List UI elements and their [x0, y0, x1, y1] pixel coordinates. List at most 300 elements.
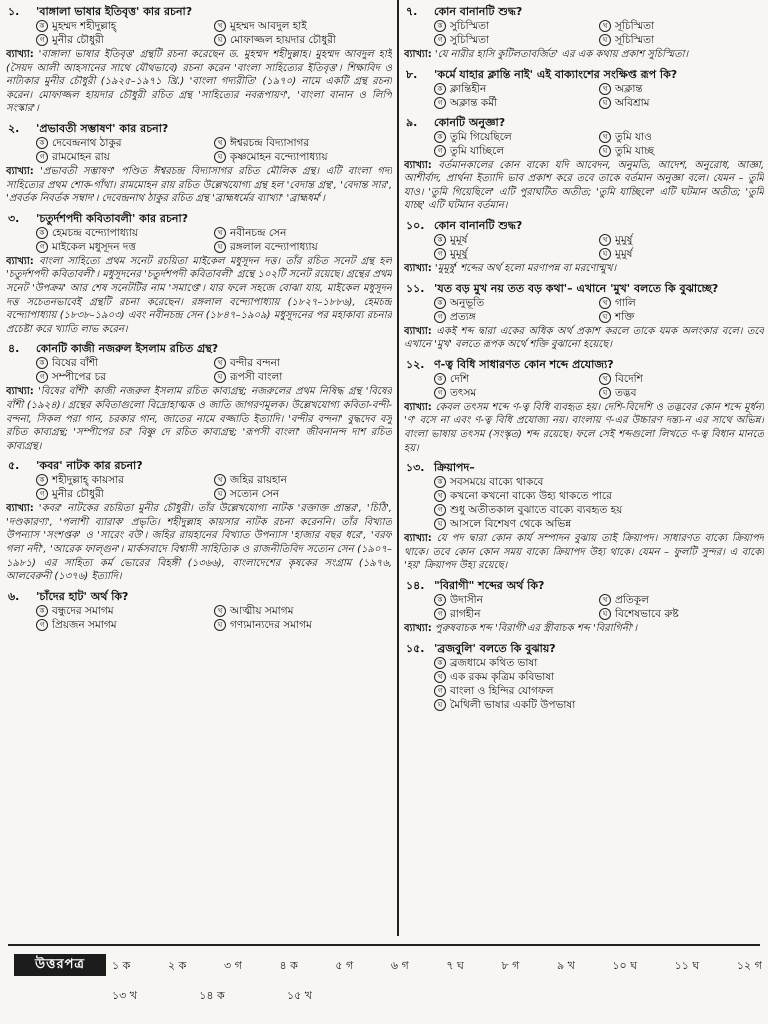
answer-option — [434, 684, 764, 698]
option-text: তুমি যাচ্ছ — [615, 144, 655, 157]
answer-entry: ১ ক — [112, 959, 131, 972]
answer-option — [434, 19, 599, 33]
explanation — [404, 48, 764, 62]
question-block — [404, 4, 764, 62]
option-marker-icon: গ — [434, 97, 446, 109]
option-marker-icon: খ — [214, 137, 226, 149]
explanation-text: বাংলা সাহিত্যে প্রথম সনেট রচয়িতা মাইকেল মধুসূদন দত্ত। তাঁর রচিত সনেট গ্রন্থ হল 'চতুর্দশপদী কবিতাবলী'। মধুসূদনের 'চতুর্দশপদী কবিতাবলী' গ্রন্থে ১০২টি সনেট রয়েছে। গ্রন্থের প্রথম সনেট 'উপক্রম' আর শেষ সনেটটির নাম 'সমাপ্তে'। যার ফলে সহজে বোঝা যায়, মাইকেল মধুসূদন দত্ত সচেতনভাবেই গ্রন্থটি রচনা করেছেন। রঙ্গলাল বন্দ্যোপাধ্যায় (১৮২৭–১৮৮৬), হেমচন্দ্র বন্দ্যোপাধ্যায় (১৮৩৮–১৯০৩) এবং নবীনচন্দ্র সেন (১৮৪৭–১৯০৯) মধুসূদনের পর মহাকাব্য রচনার প্রচেষ্টা করে খ্যাতি লাভ করেন। — [6, 255, 392, 335]
explanation — [6, 255, 392, 337]
answer-option — [434, 670, 764, 684]
question-header — [6, 458, 392, 473]
answer-option — [434, 33, 599, 47]
option-text: সত্যেন সেন — [230, 488, 280, 501]
option-text: রূপসী বাংলা — [230, 371, 283, 384]
answer-entry: ১৩ খ — [112, 989, 138, 1002]
answer-entry: ৬ গ — [390, 959, 409, 972]
option-marker-icon: ঘ — [214, 34, 226, 46]
question-block — [404, 67, 764, 110]
option-text: মুহম্মদ শহীদুল্লাহ্ — [52, 20, 117, 32]
option-text: ঈশ্বরচন্দ্র বিদ্যাসাগর — [230, 136, 310, 149]
option-text: দেবেন্দ্রনাথ ঠাকুর — [52, 136, 122, 149]
explanation-label: ব্যাখ্যা: — [404, 159, 432, 171]
option-text: মোফাজ্জল হায়দার চৌধুরী — [230, 34, 337, 46]
explanation-text: বর্তমানকালের কোন বাক্যে যদি আবেদন, অনুমতি, আদেশ, অনুরোধ, আজ্ঞা, আশীর্বাদ, প্রার্থনা ইত্যাদি ভাব প্রকাশ করে তবে তাকে বর্তমান অনুজ্ঞা বলে। যেমন – তুমি যাও। 'তুমি গিয়েছিলে' এটি পুরাঘটিত অতীত; 'তুমি যাচ্ছিলে' এটি ঘটমান অতীত; 'তুমি যাচ্ছ' এটি ঘটমান বর্তমান। — [404, 159, 764, 212]
option-text: জহির রায়হান — [230, 474, 287, 487]
answer-row-2 — [112, 986, 312, 1006]
answer-option — [599, 593, 764, 607]
question-number: ৮. — [406, 67, 418, 81]
option-marker-icon: ক — [36, 605, 48, 617]
question-number: ৩. — [8, 211, 20, 225]
explanation-text: একই শব্দ দ্বারা একের অধিক অর্থ প্রকাশ করলে তাকে যমক অলংকার বলে। তবে এখানে 'মুখ' বলতে রূপক অর্থে শক্তি বুঝানো হয়েছে। — [404, 325, 764, 351]
option-marker-icon: খ — [214, 20, 226, 32]
option-text: মাইকেল মধুসূদন দত্ত — [52, 240, 136, 253]
question-header — [404, 67, 764, 82]
explanation-label: ব্যাখ্যা: — [6, 255, 34, 267]
option-marker-icon: ক — [434, 234, 446, 246]
explanation — [404, 262, 764, 276]
explanation-text: 'কবর' নাটকের রচয়িতা মুনীর চৌধুরী। তাঁর উল্লেখযোগ্য নাটক 'রক্তাক্ত প্রান্তর', 'চিঠি', 'দণ্ডকারণ্য', 'পলাশী ব্যারাক' প্রভৃতি। শহীদুল্লাহ কায়সার নাটক রচনা করেননি। তাঁর বিখ্যাত উপন্যাস 'সংশপ্তক' ও 'সারেং বউ'। জহির রায়হানের বিখ্যাত উপন্যাস 'হাজার বছর ধরে', 'বরফ গলা নদী', 'আরেক ফাল্গুন'। মার্কসবাদে বিশ্বাসী সাহিত্যিক ও রাজনীতিবিদ সত্যেন সেন (১৯০৭–১৯৮১) এর সাহিত্য কর্ম ভোরের বিহঙ্গী (১৩৬৬), বাংলাদেশের কৃষকের সংগ্রাম (১৯৭৬, আলবেরুনী (১৩৭৬) ইত্যাদি। — [6, 503, 392, 583]
option-marker-icon: গ — [434, 608, 446, 620]
answer-option — [434, 517, 764, 531]
question-block — [6, 211, 392, 337]
answer-key-rule — [8, 944, 760, 946]
options-list — [6, 604, 392, 632]
option-marker-icon: ক — [36, 474, 48, 486]
answer-option — [214, 240, 392, 254]
option-marker-icon: খ — [434, 671, 446, 683]
answer-entry: ৮ গ — [501, 959, 520, 972]
options-list — [404, 296, 764, 324]
question-number: ১২. — [406, 357, 425, 371]
answer-option — [36, 618, 214, 632]
options-list — [404, 372, 764, 400]
options-list — [404, 19, 764, 47]
option-marker-icon: গ — [434, 34, 446, 46]
explanation-label: ব্যাখ্যা: — [404, 401, 432, 413]
option-marker-icon: ঘ — [599, 311, 611, 323]
option-text: বন্দীর বন্দনা — [230, 357, 280, 370]
option-marker-icon: খ — [214, 227, 226, 239]
question-number: ৫. — [8, 459, 20, 473]
answer-option — [214, 19, 392, 33]
options-list — [404, 593, 764, 621]
explanation — [404, 532, 764, 573]
explanation-text: 'যে নারীর হাসি কুটিলতাবর্জিত' এর এক কথায় প্রকাশ সুচিস্মিতা। — [434, 49, 689, 60]
answer-option — [36, 240, 214, 254]
question-block — [404, 115, 764, 213]
question-block — [6, 341, 392, 453]
option-marker-icon: খ — [599, 234, 611, 246]
explanation — [404, 622, 764, 636]
answer-option — [434, 96, 599, 110]
option-marker-icon: খ — [599, 297, 611, 309]
option-text: মুমূর্ষ — [450, 233, 468, 246]
answer-option — [599, 247, 764, 261]
option-text: সবসময়ে বাক্যে থাকবে — [450, 476, 544, 489]
right-column — [404, 4, 764, 934]
question-number: ২. — [8, 121, 20, 135]
answer-option — [599, 386, 764, 400]
answer-option — [214, 487, 392, 501]
answer-option — [434, 489, 764, 503]
question-block — [404, 460, 764, 573]
option-text: বিশেষভাবে রুষ্ট — [615, 607, 679, 620]
option-marker-icon: ক — [434, 131, 446, 143]
option-marker-icon: ক — [434, 476, 446, 488]
option-marker-icon: খ — [599, 373, 611, 385]
answer-option — [434, 310, 599, 324]
option-marker-icon: গ — [36, 151, 48, 163]
option-marker-icon: ঘ — [214, 371, 226, 383]
option-marker-icon: খ — [434, 490, 446, 502]
answer-option — [434, 247, 599, 261]
answer-row-1 — [112, 956, 762, 976]
question-header — [6, 211, 392, 226]
option-text: মুমূর্ষু — [450, 247, 468, 260]
option-text: তুমি যাও — [615, 130, 652, 143]
question-block — [6, 121, 392, 206]
question-block — [404, 281, 764, 352]
answer-option — [434, 130, 599, 144]
option-marker-icon: ক — [36, 227, 48, 239]
question-block — [404, 357, 764, 455]
explanation — [6, 48, 392, 116]
answer-option — [599, 96, 764, 110]
option-marker-icon: ঘ — [599, 608, 611, 620]
option-marker-icon: খ — [599, 594, 611, 606]
explanation — [6, 165, 392, 206]
answer-option — [599, 82, 764, 96]
option-marker-icon: ক — [434, 297, 446, 309]
options-list — [6, 356, 392, 384]
option-marker-icon: গ — [36, 34, 48, 46]
option-text: বিদেশি — [615, 372, 643, 385]
answer-option — [214, 370, 392, 384]
answer-option — [599, 372, 764, 386]
option-marker-icon: ঘ — [214, 151, 226, 163]
question-number: ৬. — [8, 589, 20, 603]
question-number: ৭. — [406, 5, 418, 18]
answer-option — [36, 487, 214, 501]
option-marker-icon: গ — [434, 311, 446, 323]
option-text: সূচিস্মিতা — [615, 34, 655, 46]
answer-entry: ৭ ঘ — [446, 959, 464, 972]
explanation — [404, 325, 764, 352]
explanation-label: ব্যাখ্যা: — [404, 262, 432, 274]
options-list — [404, 233, 764, 261]
option-marker-icon: ঘ — [214, 488, 226, 500]
answer-option — [434, 144, 599, 158]
answer-option — [214, 136, 392, 150]
explanation-text: 'প্রভাবতী সম্ভাষণ' পণ্ডিত ঈশ্বরচন্দ্র বিদ্যাসাগর রচিত মৌলিক গ্রন্থ। এটি বাংলা গদ্য সাহিত্যের প্রথম শোক-গাঁথা। রামমোহন রায় রচিত উল্লেখযোগ্য গ্রন্থ হল 'বেদান্ত গ্রন্থ', 'বেদান্ত সার', 'প্রবর্তক নিবর্তক সম্বাদ'। দেবেন্দ্রনাথ ঠাকুর রচিত গ্রন্থ 'ব্রাহ্মধর্মের ব্যাখ্যা' 'ব্রাহ্মধর্ম'। — [6, 165, 392, 205]
option-text: প্রতিকূল — [615, 593, 649, 606]
option-text: সুচিস্মিতা — [450, 34, 490, 46]
option-text: রঙ্গলাল বন্দ্যোপাধ্যায় — [230, 240, 318, 253]
option-marker-icon: ঘ — [599, 34, 611, 46]
option-text: দেশি — [450, 372, 469, 385]
answer-option — [214, 150, 392, 164]
option-marker-icon: গ — [434, 248, 446, 260]
option-marker-icon: ক — [36, 357, 48, 369]
question-text: কোনটি অনুজ্ঞা? — [434, 115, 506, 129]
option-marker-icon: গ — [434, 145, 446, 157]
option-marker-icon: ক — [36, 20, 48, 32]
explanation-label: ব্যাখ্যা: — [404, 49, 432, 60]
option-marker-icon: গ — [434, 387, 446, 399]
option-text: কখনো কখনো বাক্যে উহ্য থাকতে পারে — [450, 490, 612, 503]
answer-option — [36, 356, 214, 370]
option-text: মুমুর্ষ — [615, 247, 633, 260]
answer-entry: ৫ গ — [335, 959, 354, 972]
option-text: বাংলা ও হিন্দির যোগফল — [450, 684, 554, 697]
question-block — [404, 641, 764, 712]
answer-entry: ১২ গ — [736, 959, 762, 972]
answer-entry: ৪ ক — [279, 959, 298, 972]
answer-option — [599, 310, 764, 324]
answer-option — [36, 473, 214, 487]
answer-option — [36, 136, 214, 150]
question-header — [404, 578, 764, 593]
answer-option — [434, 386, 599, 400]
explanation-text: 'মুমূর্ষু' শব্দের অর্থ হলো মরণাপন্ন বা মরণোন্মুখ। — [434, 262, 617, 274]
question-text: ক্রিয়াপদ– — [434, 461, 475, 475]
question-number: ৪. — [8, 342, 20, 356]
explanation — [6, 385, 392, 453]
question-number: ১১. — [406, 281, 425, 295]
answer-option — [214, 33, 392, 47]
answer-option — [434, 698, 764, 712]
option-text: অনুভূতি — [450, 296, 485, 309]
option-marker-icon: গ — [36, 371, 48, 383]
question-block — [6, 458, 392, 584]
answer-option — [36, 33, 214, 47]
option-text: অবিশ্রাম — [615, 96, 650, 109]
left-column — [6, 4, 392, 934]
question-text: "বিরাগী" শব্দের অর্থ কি? — [434, 578, 545, 592]
option-text: ক্লান্তিহীন — [450, 82, 487, 95]
option-text: রামমোহন রায় — [52, 150, 110, 163]
options-list — [404, 82, 764, 110]
answer-entry: ১০ ঘ — [612, 959, 638, 972]
option-marker-icon: ক — [434, 594, 446, 606]
answer-key-title: উত্তরপত্র — [14, 954, 106, 976]
option-text: তদ্ভব — [615, 386, 637, 399]
option-marker-icon: ঘ — [599, 97, 611, 109]
answer-entry: ৯ খ — [556, 959, 575, 972]
question-header — [404, 4, 764, 19]
option-marker-icon: ক — [36, 137, 48, 149]
options-list — [6, 473, 392, 501]
option-marker-icon: গ — [434, 685, 446, 697]
explanation-label: ব্যাখ্যা: — [404, 622, 432, 634]
option-marker-icon: খ — [599, 20, 611, 32]
option-marker-icon: ঘ — [214, 619, 226, 631]
option-text: বন্ধুদের সমাগম — [52, 604, 114, 617]
option-marker-icon: খ — [214, 357, 226, 369]
answer-option — [434, 593, 599, 607]
option-text: অক্লান্ত কর্মী — [450, 96, 498, 109]
option-text: উদাসীন — [450, 593, 483, 606]
question-header — [404, 115, 764, 130]
option-text: গালি — [615, 296, 636, 309]
option-text: প্রিয়জন সমাগম — [52, 618, 117, 631]
answer-option — [434, 233, 599, 247]
option-text: শুধু অতীতকাল বুঝাতে বাক্যে ব্যবহৃত হয় — [450, 504, 623, 517]
option-marker-icon: ক — [434, 83, 446, 95]
answer-option — [434, 656, 764, 670]
options-list — [404, 475, 764, 531]
question-text: 'প্রভাবতী সম্ভাষণ' কার রচনা? — [36, 121, 169, 135]
options-list — [6, 226, 392, 254]
answer-option — [434, 296, 599, 310]
option-marker-icon: খ — [214, 474, 226, 486]
answer-option — [434, 372, 599, 386]
column-divider — [397, 0, 399, 936]
option-marker-icon: খ — [599, 131, 611, 143]
option-marker-icon: ঘ — [434, 699, 446, 711]
explanation-text: 'বিষের বাঁশী' কাজী নজরুল ইসলাম রচিত কাব্যগ্রন্থ; নজরুলের প্রথম নিষিদ্ধ গ্রন্থ 'বিষের বাঁশী (১৯২৪)। গ্রন্থের কবিতাগুলো বিদ্রোহাত্মক ও জাতি জাগরণমূলক। উল্লেখযোগ্য কবিতা-বন্দী-বন্দনা, সিকল পরা গান, চরকার গান, জাতের নামে বজ্জাতি ইত্যাদি। 'বন্দীর বন্দনা' বুদ্ধদেব বসু রচিত কাব্যগ্রন্থ; 'সম্পীপের চর' বিষ্ণু দে রচিত কাব্যগ্রন্থ; 'রূপসী বাংলা' জীবনানন্দ দাশ রচিত কাব্যগ্রন্থ। — [6, 386, 392, 452]
answer-option — [599, 607, 764, 621]
question-number: ১০. — [406, 218, 425, 232]
option-marker-icon: গ — [36, 619, 48, 631]
option-text: আসলে বিশেষণ থেকে অভিন্ন — [450, 518, 572, 531]
option-text: মুহম্মদ আবদুল হাই — [230, 20, 307, 32]
option-text: ব্রজধামে কথিত ভাষা — [450, 656, 538, 669]
answer-option — [599, 144, 764, 158]
answer-entry: ২ ক — [167, 959, 187, 972]
answer-entry: ১৪ ক — [199, 989, 225, 1002]
option-text: হেমচন্দ্র বন্দ্যোপাধ্যায় — [52, 226, 139, 239]
option-text: গণ্যমান্যদের সমাগম — [230, 618, 312, 631]
question-number: ১৫. — [406, 641, 425, 655]
answer-entry: ১৫ খ — [286, 989, 312, 1002]
question-header — [6, 121, 392, 136]
option-marker-icon: গ — [36, 241, 48, 253]
option-text: এক রকম কৃত্রিম কবিভাষা — [450, 670, 555, 683]
options-list — [404, 130, 764, 158]
option-marker-icon: ঘ — [599, 387, 611, 399]
explanation — [404, 159, 764, 213]
options-list — [6, 136, 392, 164]
explanation — [404, 401, 764, 455]
question-number: ১. — [8, 5, 20, 18]
explanation-text: 'বাঙ্গালা ভাষার ইতিবৃত্ত' গ্রন্থটি রচনা করেছেন ড. মুহম্মদ শহীদুল্লাহ। মুহম্মদ আবদুল হাই (সৈয়দ আলী আহসানের সাথে যৌথভাবে) রচনা করেন 'বাংলা সাহিত্যের ইতিবৃত্ত'। শিক্ষাবিদ ও নাট্যকার মুনীর চৌধুরী (১৯২৫–১৯৭১ খ্রি.) 'বাংলা গদ্যরীতি' (১৯৭০) নামে একটি গ্রন্থ রচনা করেন। মোফাজ্জল হায়দার চৌধুরী রচিত গ্রন্থ 'সাহিত্যের নবরূপায়ণ', 'বাংলা বানান ও লিপি সংস্কার'। — [6, 49, 392, 115]
question-header — [6, 341, 392, 356]
question-number: ৯. — [406, 115, 418, 129]
option-marker-icon: ক — [434, 373, 446, 385]
question-text: কোন বানানটি শুদ্ধ? — [434, 5, 523, 18]
explanation-text: যে পদ দ্বারা কোন কার্য সম্পাদন বুঝায় তাই ক্রিয়াপদ। সাধারণত বাক্যে ক্রিয়াপদ থাকে। তবে কোন কোন সময় বাক্যে ক্রিয়াপদ উহ্য থাকে। যেমন – ফুলটি সুন্দর। এ বাক্যে 'হয়' ক্রিয়াপদ উহ্য রয়েছে। — [404, 533, 764, 572]
question-block — [6, 4, 392, 116]
question-block — [6, 589, 392, 632]
question-text: 'বাঙ্গালা ভাষার ইতিবৃত্ত' কার রচনা? — [36, 5, 193, 18]
options-list — [6, 19, 392, 47]
explanation-text: কেবল তৎসম শব্দে ণ-ত্ব বিধি ব্যবহৃত হয়। দেশি-বিদেশি ও তদ্ভবের কোন শব্দে মূর্ধন্য 'ণ' বসে না এবং ণ-ত্ব বিধি প্রযোজ্য নয়। বাংলায় ণ-এর উচ্চারণ দন্ত্য-ন এর সাথে অভিন্ন। বাংলা ভাষায় তৎসম (সংস্কৃত) শব্দ রয়েছে। ফলে সেই শব্দগুলো লিখতে ণ-ত্ব বিধান মানতে হয়। — [404, 401, 764, 454]
option-text: মুনীর চৌধুরী — [52, 488, 104, 501]
question-text: 'কর্মে যাহার ক্লান্তি নাই' এই বাক্যাংশের সংক্ষিপ্ত রূপ কি? — [434, 67, 678, 81]
question-text: 'কবর' নাটক কার রচনা? — [36, 459, 143, 473]
explanation-label: ব্যাখ্যা: — [6, 386, 34, 398]
question-block — [404, 218, 764, 276]
option-text: রাগহীন — [450, 607, 481, 620]
option-text: তুমি যাচ্ছিলে — [450, 144, 505, 157]
explanation — [6, 502, 392, 584]
explanation-label: ব্যাখ্যা: — [404, 325, 432, 337]
option-text: অক্লান্ত — [615, 82, 643, 95]
answer-key — [0, 944, 768, 1024]
option-marker-icon: ক — [434, 657, 446, 669]
question-text: কোনটি কাজী নজরুল ইসলাম রচিত গ্রন্থ? — [36, 342, 219, 356]
question-number: ১৪. — [406, 578, 425, 592]
answer-option — [434, 475, 764, 489]
question-block — [404, 578, 764, 636]
option-text: সম্পীপের চর — [52, 371, 107, 384]
option-marker-icon: ঘ — [599, 248, 611, 260]
option-marker-icon: ক — [434, 20, 446, 32]
explanation-label: ব্যাখ্যা: — [6, 49, 34, 60]
option-marker-icon: ঘ — [434, 518, 446, 530]
option-text: শক্তি — [615, 310, 635, 323]
answer-option — [36, 19, 214, 33]
answer-option — [36, 370, 214, 384]
question-header — [6, 4, 392, 19]
question-text: 'যত বড় মুখ নয় তত বড় কথা'– এখানে 'মুখ' বলতে কি বুঝাচ্ছে? — [434, 281, 719, 295]
answer-option — [599, 33, 764, 47]
option-marker-icon: ঘ — [599, 145, 611, 157]
answer-option — [599, 19, 764, 33]
answer-option — [434, 82, 599, 96]
option-text: সুচিস্মিতা — [450, 20, 490, 32]
option-marker-icon: গ — [36, 488, 48, 500]
option-marker-icon: ঘ — [214, 241, 226, 253]
question-header — [404, 641, 764, 656]
question-header — [404, 218, 764, 233]
explanation-text: পুরুষবাচক শব্দ 'বিরাগী'এর স্ত্রীবাচক শব্দ 'বিরাগিনী'। — [434, 622, 638, 634]
answer-entry: ৩ গ — [223, 959, 242, 972]
answer-option — [214, 618, 392, 632]
option-text: বিষের বাঁশী — [52, 357, 99, 370]
option-marker-icon: গ — [434, 504, 446, 516]
option-text: প্রত্যঙ্গ — [450, 310, 476, 323]
option-text: মুনীর চৌধুরী — [52, 34, 104, 46]
explanation-label: ব্যাখ্যা: — [404, 533, 432, 545]
question-text: 'চাঁদের হাট' অর্থ কি? — [36, 589, 129, 603]
option-text: নবীনচন্দ্র সেন — [230, 226, 287, 239]
option-text: শহীদুল্লাহ্ কায়সার — [52, 474, 124, 487]
question-text: ণ-ত্ব বিধি সাধারণত কোন শব্দে প্রযোজ্য? — [434, 357, 614, 371]
answer-option — [434, 503, 764, 517]
explanation-label: ব্যাখ্যা: — [6, 165, 34, 177]
answer-entry: ১১ ঘ — [674, 959, 700, 972]
option-text: সূচিস্মিতা — [615, 20, 655, 32]
answer-option — [599, 233, 764, 247]
answer-option — [599, 296, 764, 310]
option-text: মৈথিলী ভাষার একটি উপভাষা — [450, 698, 576, 711]
answer-option — [36, 604, 214, 618]
answer-option — [214, 473, 392, 487]
question-number: ১৩. — [406, 461, 425, 475]
question-header — [6, 589, 392, 604]
option-text: তুমি গিয়েছিলে — [450, 130, 512, 143]
question-header — [404, 460, 764, 475]
question-text: 'ব্রজবুলি' বলতে কি বুঝায়? — [434, 641, 556, 655]
question-text: 'চতুর্দশপদী কবিতাবলী' কার রচনা? — [36, 211, 189, 225]
answer-option — [214, 604, 392, 618]
answer-option — [434, 607, 599, 621]
option-text: তৎসম — [450, 386, 477, 399]
question-header — [404, 357, 764, 372]
